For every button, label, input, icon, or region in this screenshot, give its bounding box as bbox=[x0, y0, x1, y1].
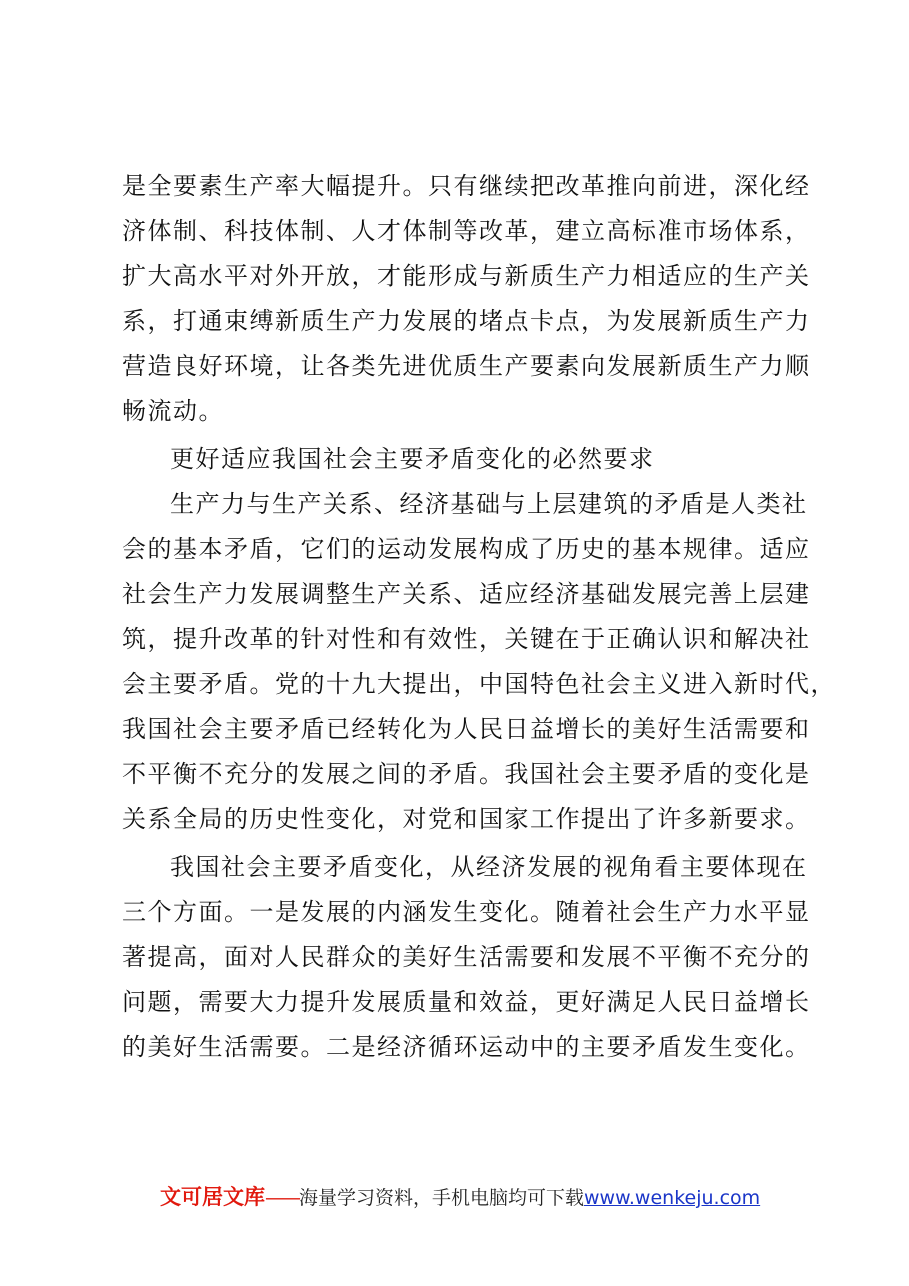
body-line: 我国社会主要矛盾已经转化为人民日益增长的美好生活需要和 bbox=[122, 715, 811, 743]
body-line: 畅流动。 bbox=[122, 397, 224, 425]
body-line: 关系全局的历史性变化，对党和国家工作提出了许多新要求。 bbox=[122, 805, 811, 833]
body-line: 营造良好环境，让各类先进优质生产要素向发展新质生产力顺 bbox=[122, 352, 811, 380]
brand-name: 文可居文库 bbox=[160, 1185, 265, 1209]
body-line: 济体制、科技体制、人才体制等改革，建立高标准市场体系， bbox=[122, 217, 811, 245]
body-line: 筑，提升改革的针对性和有效性，关键在于正确认识和解决社 bbox=[122, 625, 811, 653]
document-body bbox=[122, 164, 836, 1070]
body-line: 社会生产力发展调整生产关系、适应经济基础发展完善上层建 bbox=[122, 580, 811, 608]
body-line: 著提高，面对人民群众的美好生活需要和发展不平衡不充分的 bbox=[122, 943, 811, 971]
body-line: 不平衡不充分的发展之间的矛盾。我国社会主要矛盾的变化是 bbox=[122, 760, 811, 788]
body-line: 系，打通束缚新质生产力发展的堵点卡点，为发展新质生产力 bbox=[122, 307, 811, 335]
website-link[interactable]: www.wenkeju.com bbox=[584, 1187, 761, 1209]
section-heading: 更好适应我国社会主要矛盾变化的必然要求 bbox=[170, 445, 655, 473]
body-line: 会的基本矛盾，它们的运动发展构成了历史的基本规律。适应 bbox=[122, 535, 811, 563]
body-line: 是全要素生产率大幅提升。只有继续把改革推向前进，深化经 bbox=[122, 172, 811, 200]
footer-dash: —— bbox=[265, 1187, 299, 1209]
body-line: 生产力与生产关系、经济基础与上层建筑的矛盾是人类社 bbox=[170, 490, 808, 518]
body-line: 的美好生活需要。二是经济循环运动中的主要矛盾发生变化。 bbox=[122, 1033, 811, 1061]
body-line: 扩大高水平对外开放，才能形成与新质生产力相适应的生产关 bbox=[122, 262, 811, 290]
body-line: 我国社会主要矛盾变化，从经济发展的视角看主要体现在 bbox=[170, 853, 808, 881]
footer-slogan: 海量学习资料，手机电脑均可下载 bbox=[299, 1187, 585, 1209]
body-line: 会主要矛盾。党的十九大提出，中国特色社会主义进入新时代， bbox=[122, 670, 836, 698]
body-line: 问题，需要大力提升发展质量和效益，更好满足人民日益增长 bbox=[122, 988, 811, 1016]
footer-banner bbox=[160, 1181, 800, 1213]
body-line: 三个方面。一是发展的内涵发生变化。随着社会生产力水平显 bbox=[122, 898, 811, 926]
